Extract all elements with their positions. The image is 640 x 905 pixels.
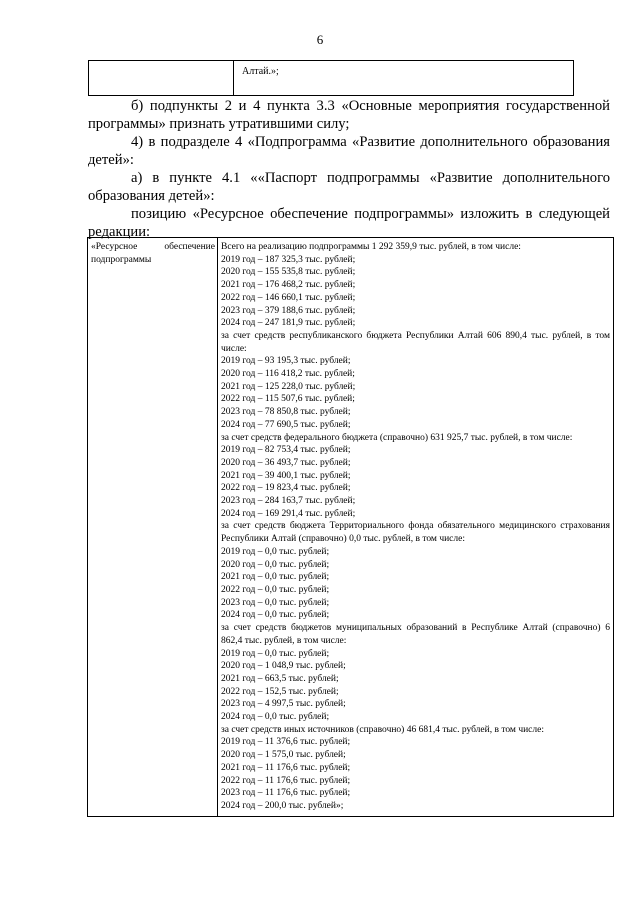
municipal-heading: за счет средств бюджетов муниципальных образований в Республике Алтай (справочно) 6 862,4 тыс. рублей, в том числе:: [221, 623, 610, 646]
year-line: 2023 год – 78 850,8 тыс. рублей;: [221, 407, 351, 418]
year-line: 2024 год – 200,0 тыс. рублей»;: [221, 800, 344, 811]
year-line: 2024 год – 169 291,4 тыс. рублей;: [221, 508, 356, 519]
republic-years: [221, 355, 610, 431]
year-line: 2020 год – 1 048,9 тыс. рублей;: [221, 661, 346, 672]
year-line: 2023 год – 4 997,5 тыс. рублей;: [221, 699, 346, 710]
table-cell-text: Алтай.»;: [242, 66, 279, 77]
row-label-line-2: подпрограммы: [91, 254, 152, 265]
year-line: 2023 год – 0,0 тыс. рублей;: [221, 597, 330, 608]
year-line: 2024 год – 0,0 тыс. рублей;: [221, 610, 330, 621]
year-line: 2022 год – 146 660,1 тыс. рублей;: [221, 292, 356, 303]
paragraph-item-4: 4) в подразделе 4 «Подпрограмма «Развитие дополнительного образования детей»:: [88, 134, 610, 168]
year-line: 2023 год – 379 188,6 тыс. рублей;: [221, 305, 356, 316]
oms-heading: за счет средств бюджета Территориального фонда обязательного медицинского страхования Республики Алтай (справочно) 0,0 тыс. рублей, в том числе:: [221, 521, 610, 545]
year-line: 2020 год – 0,0 тыс. рублей;: [221, 559, 330, 570]
year-line: 2019 год – 11 376,6 тыс. рублей;: [221, 737, 351, 748]
year-line: 2022 год – 11 176,6 тыс. рублей;: [221, 775, 351, 786]
year-line: 2023 год – 284 163,7 тыс. рублей;: [221, 496, 356, 507]
municipal-years: [221, 648, 610, 724]
year-line: 2019 год – 0,0 тыс. рублей;: [221, 648, 330, 659]
row-label-cell: [91, 241, 215, 266]
year-line: 2021 год – 0,0 тыс. рублей;: [221, 572, 330, 583]
year-line: 2021 год – 663,5 тыс. рублей;: [221, 673, 339, 684]
oms-years: [221, 546, 610, 622]
total-years: [221, 254, 610, 330]
year-line: 2021 год – 125 228,0 тыс. рублей;: [221, 381, 356, 392]
column-divider: [217, 238, 218, 816]
document-body: [88, 97, 610, 241]
column-divider: [233, 61, 234, 95]
year-line: 2019 год – 93 195,3 тыс. рублей;: [221, 356, 351, 367]
resource-table: [87, 237, 614, 817]
year-line: 2021 год – 176 468,2 тыс. рублей;: [221, 280, 356, 291]
row-value-cell: [221, 241, 610, 813]
total-heading: Всего на реализацию подпрограммы 1 292 359,9 тыс. рублей, в том числе:: [221, 242, 521, 252]
year-line: 2020 год – 116 418,2 тыс. рублей;: [221, 369, 355, 380]
year-line: 2022 год – 115 507,6 тыс. рублей;: [221, 394, 355, 405]
year-line: 2021 год – 11 176,6 тыс. рублей;: [221, 762, 351, 773]
year-line: 2023 год – 11 176,6 тыс. рублей;: [221, 788, 351, 799]
year-line: 2022 год – 0,0 тыс. рублей;: [221, 584, 330, 595]
federal-heading: за счет средств федерального бюджета (справочно) 631 925,7 тыс. рублей, в том числе:: [221, 432, 573, 443]
row-label-line-1: «Ресурсное обеспечение: [91, 242, 215, 252]
other-years: [221, 736, 610, 812]
year-line: 2019 год – 0,0 тыс. рублей;: [221, 546, 330, 557]
year-line: 2024 год – 247 181,9 тыс. рублей;: [221, 318, 356, 329]
page-number: 6: [316, 32, 324, 47]
republic-heading: за счет средств республиканского бюджета Республики Алтай 606 890,4 тыс. рублей, в том числе:: [221, 330, 610, 354]
paragraph-item-b: б) подпункты 2 и 4 пункта 3.3 «Основные мероприятия государственной программы» признать утратившими силу;: [88, 98, 610, 132]
year-line: 2019 год – 82 753,4 тыс. рублей;: [221, 445, 351, 456]
year-line: 2024 год – 77 690,5 тыс. рублей;: [221, 419, 351, 430]
year-line: 2020 год – 1 575,0 тыс. рублей;: [221, 750, 346, 761]
year-line: 2021 год – 39 400,1 тыс. рублей;: [221, 470, 351, 481]
year-line: 2022 год – 152,5 тыс. рублей;: [221, 686, 339, 697]
paragraph-item-a: а) в пункте 4.1 ««Паспорт подпрограммы «Развитие дополнительного образования детей»:: [88, 170, 610, 204]
other-heading: за счет средств иных источников (справочно) 46 681,4 тыс. рублей, в том числе:: [221, 724, 544, 735]
paragraph-position: позицию «Ресурсное обеспечение подпрограммы» изложить в следующей редакции:: [88, 206, 610, 240]
year-line: 2022 год – 19 823,4 тыс. рублей;: [221, 483, 351, 494]
top-table: [88, 60, 574, 96]
year-line: 2019 год – 187 325,3 тыс. рублей;: [221, 254, 356, 265]
federal-years: [221, 444, 610, 520]
year-line: 2020 год – 155 535,8 тыс. рублей;: [221, 267, 356, 278]
year-line: 2020 год – 36 493,7 тыс. рублей;: [221, 457, 351, 468]
year-line: 2024 год – 0,0 тыс. рублей;: [221, 712, 330, 723]
